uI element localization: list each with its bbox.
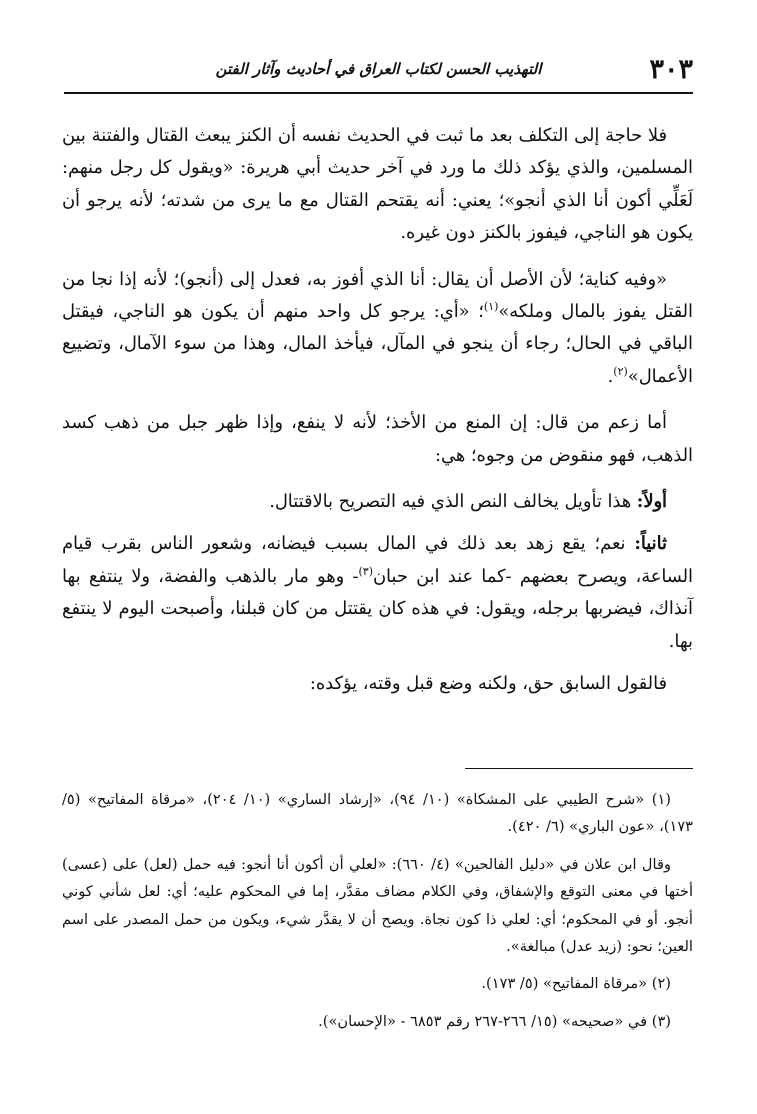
paragraph-4	[62, 486, 693, 518]
footnote-1-continued: وقال ابن علان في «دليل الفالحين» (٤/ ٦٦٠): «لعلي أن أكون أنا أنجو: فيه حمل (لعل) على (عسى) أختها في معنى التوقع والإشفاق، وفي الكلام مضاف مقدَّر، إما في المحكوم عليه؛ أي: لعل شأني كوني أنجو. أو في المحكوم؛ أي: لعلي ذا كون نجاة. ويصح أن لا يقدَّر شيء، ويكون من حمل المصدر على اسم العين؛ نحو: (زيد عدل) مبالغة».	[62, 855, 693, 956]
footnote-ref-2[interactable]: (٢)	[613, 364, 628, 378]
footnotes	[62, 786, 693, 1045]
paragraph-6: فالقول السابق حق، ولكنه وضع قبل وقته، يؤكده:	[309, 673, 667, 695]
footnote-ref-3[interactable]: (٣)	[358, 564, 373, 578]
paragraph-5	[62, 528, 693, 658]
point-one-text: هذا تأويل يخالف النص الذي فيه التصريح بالاقتتال.	[269, 491, 637, 513]
main-text	[62, 120, 693, 715]
paragraph-1: فلا حاجة إلى التكلف بعد ما ثبت في الحديث نفسه أن الكنز يبعث القتال والفتنة بين المسلمين، والذي يؤكد ذلك ما ورد في آخر حديث أبي هريرة: «ويقول كل رجل منهم: لَعَلِّي أكون أنا الذي أنجو»؛ يعني: أنه يقتحم القتال مع ما يرى من شدته؛ لأنه يرجو أن يكون هو الناجي، فيفوز بالكنز دون غيره.	[62, 125, 693, 244]
page-header	[64, 52, 693, 94]
footnote-separator	[465, 768, 693, 769]
paragraph-2-part-b: ؛ «أي: يرجو كل واحد منهم أن يكون هو الناجي، فيقتل الباقي في الحال؛ رجاء أن ينجو في المآل، فيأخذ المال، وهذا من سوء الآمال، وتضييع الأعمال»	[62, 301, 693, 387]
point-two-label: ثانياً:	[634, 533, 667, 555]
page-number: ٣٠٣	[649, 54, 693, 85]
paragraph-2-part-c: .	[607, 365, 614, 387]
point-two-text-b: - وهو مار بالذهب والفضة، ولا ينتفع بها آنذاك، فيضربها برجله، ويقول: في هذه كان يقتتل من كان قبلنا، وأصبحت اليوم لا ينتفع بها.	[62, 565, 693, 652]
footnote-3: (٣) في «صحيحه» (١٥/ ٢٦٦-٢٦٧ رقم ٦٨٥٣ - «الإحسان»).	[318, 1012, 671, 1030]
paragraph-2	[62, 264, 693, 394]
footnote-ref-1[interactable]: (١)	[483, 300, 499, 314]
point-two-text-a: نعم؛ يقع زهد بعد ذلك في المال بسبب فيضانه، وشعور الناس بقرب قيام الساعة، ويصرح بعضهم -كما عند ابن حبان	[62, 533, 693, 587]
running-title: التهذيب الحسن لكتاب العراق في أحاديث وآثار الفتن	[215, 60, 542, 78]
point-one-label: أولاً:	[636, 491, 667, 513]
paragraph-3: أما زعم من قال: إن المنع من الأخذ؛ لأنه لا ينفع، وإذا ظهر جبل من ذهب كسد الذهب، فهو منقوض من وجوه؛ هي:	[62, 412, 693, 466]
paragraph-2-part-a: «وفيه كناية؛ لأن الأصل أن يقال: أنا الذي أفوز به، فعدل إلى (أنجو)؛ لأنه إذا نجا من القتل يفوز بالمال وملكه»	[62, 268, 693, 323]
footnote-2: (٢) «مرقاة المفاتيح» (٥/ ١٧٣).	[481, 975, 671, 993]
footnote-1: (١) «شرح الطيبي على المشكاة» (١٠/ ٩٤)، «إرشاد الساري» (١٠/ ٢٠٤)، «مرقاة المفاتيح» (٥/ ١٧٣)، «عون الباري» (٦/ ٤٢٠).	[62, 791, 693, 836]
